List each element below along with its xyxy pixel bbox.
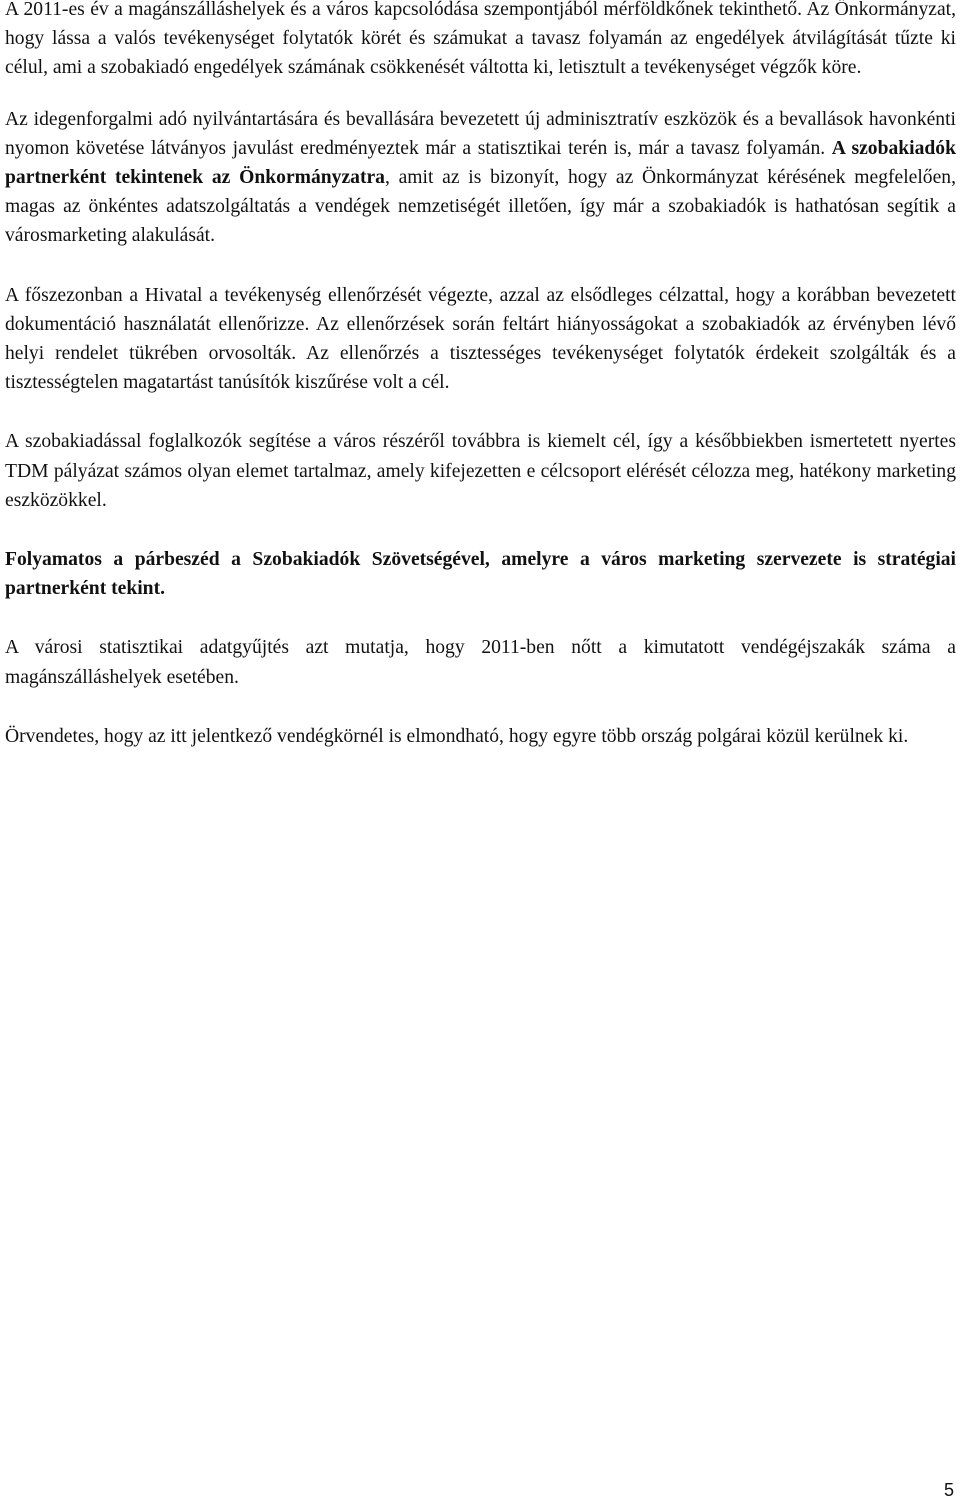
page-number: 5 (943, 1480, 954, 1500)
paragraph-idegenforgalmi-ado-text-before: Az idegenforgalmi adó nyilvántartására és bevallására bevezetett új adminisztratív eszközök és a bevallások havonkénti nyomon követése látványos javulást eredményeztek már a statisztikai terén is, már a tavasz folyamán. (5, 108, 956, 159)
paragraph-vendegkor: Örvendetes, hogy az itt jelentkező vendégkörnél is elmondható, hogy egyre több ország polgárai közül kerülnek ki. (5, 725, 909, 747)
paragraph-idegenforgalmi-ado-bold: A szobakiadók partnerként tekintenek az Önkormányzatra (5, 137, 957, 189)
paragraph-szobakiadok-szovetsege (5, 545, 956, 603)
paragraph-szobakiadok-szovetsege-bold: Folyamatos a párbeszéd a Szobakiadók Szövetségével, amelyre a város marketing szervezete is stratégiai partnerként tekint. (5, 549, 956, 600)
paragraph-idegenforgalmi-ado (5, 105, 956, 251)
paragraph-statisztikai-adatgyujtes: A városi statisztikai adatgyűjtés azt mutatja, hogy 2011-ben nőtt a kimutatott vendégéjszakák száma a magánszálláshelyek esetében. (5, 637, 956, 688)
paragraph-foszezon-ellenorzes: A főszezonban a Hivatal a tevékenység ellenőrzését végezte, azzal az elsődleges célzattal, hogy a korábban bevezetett dokumentáció használatát ellenőrizze. Az ellenőrzések során feltárt hiányosságokat a szobakiadók az érvényben lévő helyi rendelet tükrében orvosolták. Az ellenőrzés a tisztességes tevékenységet folytatók érdekeit szolgálták és a tisztességtelen magatartást tanúsítók kiszűrése volt a cél. (5, 284, 956, 394)
paragraph-2011-magánszálláshelyek: A 2011-es év a magánszálláshelyek és a város kapcsolódása szempontjából mérföldkőnek tekinthető. Az Önkormányzat, hogy lássa a valós tevékenységet folytatók körét és számukat a tavasz folyamán az engedélyek átvilágítását tűzte ki célul, ami a szobakiadó engedélyek számának csökkenését váltotta ki, letisztult a tevékenységet végzők köre. (5, 0, 956, 79)
document-page (5, 0, 956, 781)
paragraph-idegenforgalmi-ado-text-after: , amit az is bizonyít, hogy az Önkormányzat kérésének megfelelően, magas az önkéntes adatszolgáltatás a vendégek nemzetiségét illetően, így már a szobakiadók is hathatósan segítik a városmarketing alakulását. (5, 167, 956, 247)
paragraph-szobakiadas-segitese: A szobakiadással foglalkozók segítése a város részéről továbbra is kiemelt cél, így a későbbiekben ismertetett nyertes TDM pályázat számos olyan elemet tartalmaz, amely kifejezetten e célcsoport elérését célozza meg, hatékony marketing eszközökkel. (5, 431, 956, 511)
